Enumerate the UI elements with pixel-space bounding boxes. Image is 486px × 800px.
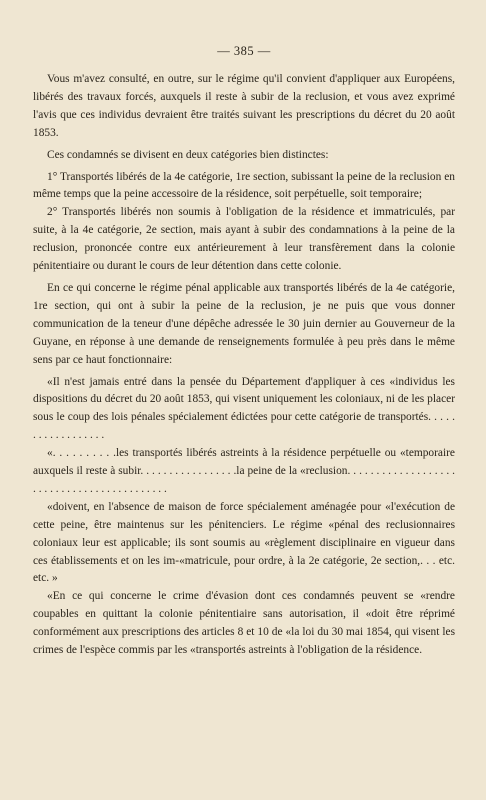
quote-paragraph-2: «. . . . . . . . . .les transportés libérés astreints à la résidence perpétuelle ou «temporaire auxquels il reste à subir. . . . . . . . . . . . . . . . .la peine de la «reclusion. . . . . . . . . . . . . . . . . . . . . . . . . . . . . . . . . . . . . . . . . . .: [33, 447, 455, 495]
page-number: — 385 —: [217, 44, 271, 58]
paragraph-category-1: 1° Transportés libérés de la 4e catégorie, 1re section, subissant la peine de la reclusion en même temps que la peine accessoire de la résidence, soit perpétuelle, soit temporaire;: [33, 170, 455, 201]
paragraph-consultation: Vous m'avez consulté, en outre, sur le régime qu'il convient d'appliquer aux Européens, libérés des travaux forcés, auxquels il reste à subir de la reclusion, et vous avez exprimé l'avis que ces individus devraient être traités suivant les prescriptions du décret du 20 août 1853.: [33, 73, 455, 139]
paragraph-categories-intro: Ces condamnés se divisent en deux catégories bien distinctes:: [47, 148, 329, 161]
paragraph-penal-regime: En ce qui concerne le régime pénal applicable aux transportés libérés de la 4e catégorie, 1re section, qui ont à subir la peine de la reclusion, je ne puis que vous donner communication de la teneur d'une dépêche adressée le 30 juin dernier au Gouverneur de la Guyane, en réponse à une demande de renseignements formulée à peu près dans le même sens par ce haut fonctionnaire:: [33, 281, 455, 366]
quote-paragraph-3: «doivent, en l'absence de maison de force spécialement aménagée pour «l'exécution de cette peine, être maintenus sur les pénitenciers. Le régime «pénal des reclusionnaires coloniaux leur est applicable; ils sont soumis au «règlement disciplinaire en vigueur dans ces établissements et on les im-«matricule, pour ordre, à la 2e catégorie, 2e section,. . . etc. etc. »: [33, 500, 455, 585]
quote-paragraph-1: «Il n'est jamais entré dans la pensée du Département d'appliquer à ces «individus les dispositions du décret du 20 août 1853, qui visent uniquement les coloniaux, ni de les placer sous le coup des lois pénales spécialement édictées pour cette catégorie de transportés. . . . . . . . . . . . . . . . . .: [33, 375, 455, 442]
paragraph-category-2: 2° Transportés libérés non soumis à l'obligation de la résidence et immatriculés, par suite, à la 4e catégorie, 2e section, mais ayant à subir des condamnations à la peine de la reclusion, prononcée contre eux antérieurement à leur transfèrement dans la colonie pénitentiaire ou durant le cours de leur détention dans cette colonie.: [33, 206, 455, 273]
quote-paragraph-4: «En ce qui concerne le crime d'évasion dont ces condamnés peuvent se «rendre coupables en quittant la colonie pénitentiaire sans autorisation, il «doit être réprimé conformément aux prescriptions des articles 8 et 10 de «la loi du 30 mai 1854, qui visent les crimes de l'espèce commis par les «transportés astreints à l'obligation de la résidence.: [33, 590, 455, 657]
